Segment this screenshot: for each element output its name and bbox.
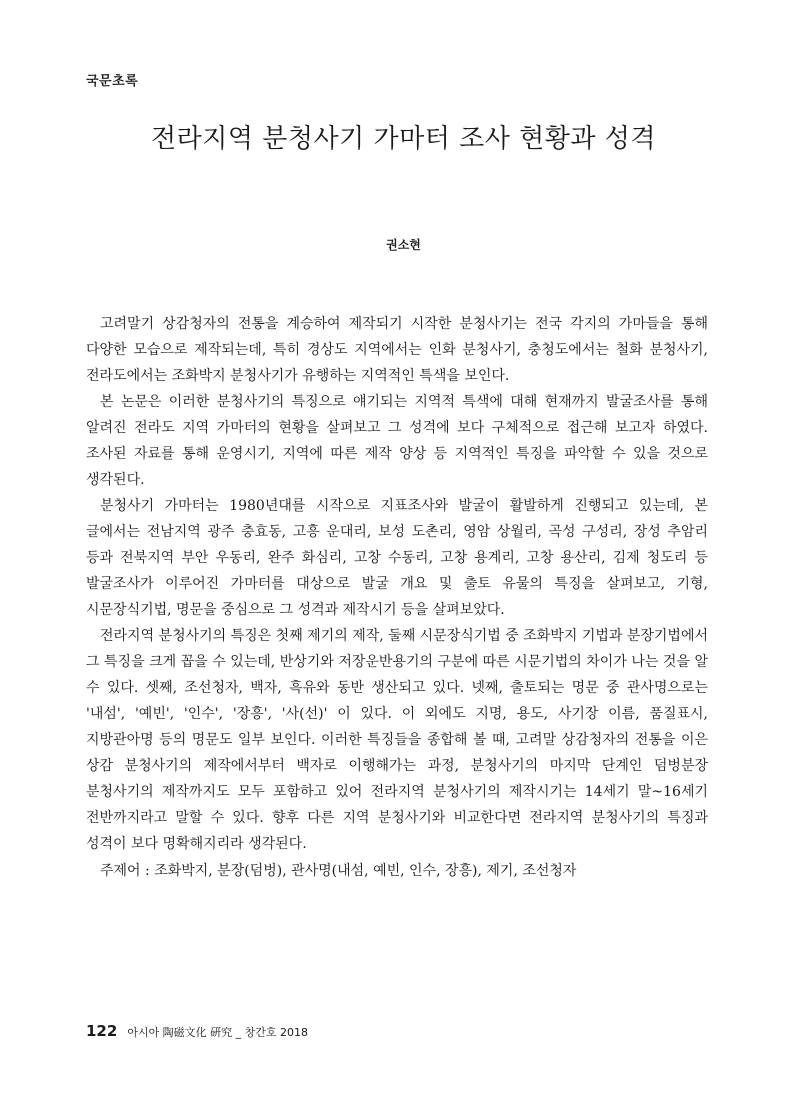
abstract-paragraph: 고려말기 상감청자의 전통을 계승하여 제작되기 시작한 분청사기는 전국 각지의 가마들을 통해 다양한 모습으로 제작되는데, 특히 경상도 지역에서는 인화 분청사기, 충청도에서는 철화 분청사기, 전라도에서는 조화박지 분청사기가 유행하는 지역적인 특색을 보인다. [86, 316, 708, 384]
author-name: 권소현 [386, 238, 421, 252]
abstract-paragraph: 전라지역 분청사기의 특징은 첫째 제기의 제작, 둘째 시문장식기법 중 조화박지 기법과 분장기법에서 그 특징을 크게 꼽을 수 있는데, 반상기와 저장운반용기의 구분에 따른 시문기법의 차이가 나는 것을 알 수 있다. 셋째, 조선청자, 백자, 흑유와 동반 생산되고 있다. 넷째, 출토되는 명문 중 관사명으로는 '내섬', '예빈', '인수', '장흥', '사(선)' 이 있다. 이 외에도 지명, 용도, 사기장 이름, 품질표시, 지방관아명 등의 명문도 일부 보인다. 이러한 특징들을 종합해 볼 때, 고려말 상감청자의 전통을 이은 상감 분청사기의 제작에서부터 백자로 이행해가는 과정, 분청사기의 마지막 단계인 덤벙분장 분청사기의 제작까지도 모두 포함하고 있어 전라지역 분청사기의 제작시기는 14세기 말~16세기 전반까지라고 말할 수 있다. 향후 다른 지역 분청사기와 비교한다면 전라지역 분청사기의 특징과 성격이 보다 명확해지리라 생각된다. [86, 628, 708, 852]
abstract-paragraph: 분청사기 가마터는 1980년대를 시작으로 지표조사와 발굴이 활발하게 진행되고 있는데, 본 글에서는 전남지역 광주 충효동, 고흥 운대리, 보성 도촌리, 영암 상월리, 곡성 구성리, 장성 추암리 등과 전북지역 부안 우동리, 완주 화심리, 고창 수동리, 고창 용계리, 고창 용산리, 김제 청도리 등 발굴조사가 이루어진 가마터를 대상으로 발굴 개요 및 출토 유물의 특징을 살펴보고, 기형, 시문장식기법, 명문을 중심으로 그 성격과 제작시기 등을 살펴보았다. [86, 498, 708, 618]
page-number: 122 [86, 1022, 118, 1040]
article-title: 전라지역 분청사기 가마터 조사 현황과 성격 [151, 124, 656, 154]
abstract-body [86, 311, 708, 857]
section-label: 국문초록 [86, 74, 139, 89]
abstract-paragraph: 본 논문은 이러한 분청사기의 특징으로 얘기되는 지역적 특색에 대해 현재까지 발굴조사를 통해 알려진 전라도 지역 가마터의 현황을 살펴보고 그 성격에 보다 구체적으로 접근해 보고자 하였다. 조사된 자료를 통해 운영시기, 지역에 따른 제작 양상 등 지역적인 특징을 파악할 수 있을 것으로 생각된다. [86, 394, 708, 488]
page-footer [86, 1022, 308, 1040]
journal-info: 아시아 陶磁文化 硏究 _ 창간호 2018 [127, 1026, 309, 1039]
keywords: 주제어 : 조화박지, 분장(덤벙), 관사명(내섬, 예빈, 인수, 장흥), 제기, 조선청자 [100, 863, 577, 879]
